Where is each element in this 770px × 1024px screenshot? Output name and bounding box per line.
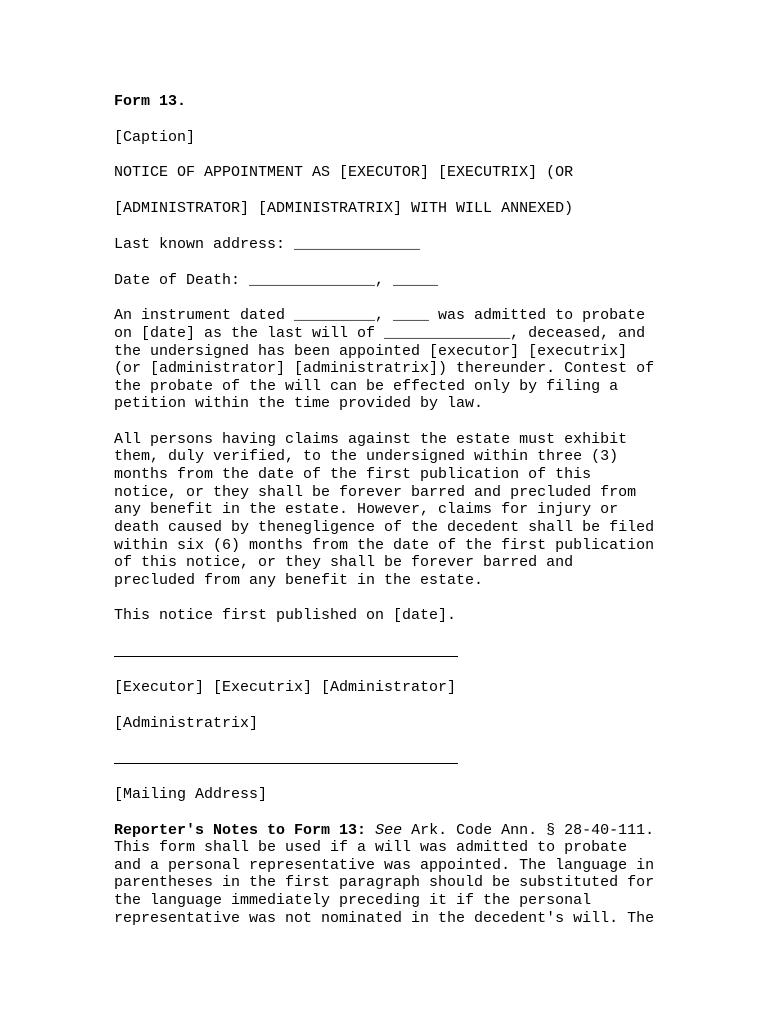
signer-title-line-1: [Executor] [Executrix] [Administrator] bbox=[114, 679, 457, 696]
text-line: An instrument dated _________, ____ was admitted to probate bbox=[114, 307, 646, 324]
text-line: precluded from any benefit in the estate. bbox=[114, 572, 484, 589]
text-line: parentheses in the first paragraph should be substituted for bbox=[114, 874, 655, 891]
notes-citation: Ark. Code Ann. § 28-40-111. bbox=[402, 822, 655, 839]
text-line: the undersigned has been appointed [executor] [executrix] bbox=[114, 343, 628, 360]
text-line: and a personal representative was appointed. The language in bbox=[114, 857, 655, 874]
address-line bbox=[114, 763, 458, 764]
notes-first-line bbox=[114, 822, 654, 840]
text-line: on [date] as the last will of ______________, deceased, and bbox=[114, 325, 646, 342]
text-line: petition within the time provided by law. bbox=[114, 395, 484, 412]
text-line: within six (6) months from the date of the first publication bbox=[114, 537, 655, 554]
mailing-address: [Mailing Address] bbox=[114, 786, 268, 803]
text-line: them, duly verified, to the undersigned within three (3) bbox=[114, 448, 619, 465]
last-known-address: Last known address: ______________ bbox=[114, 236, 421, 253]
text-line: (or [administrator] [administratrix]) thereunder. Contest of bbox=[114, 360, 655, 377]
notice-heading-line-1: NOTICE OF APPOINTMENT AS [EXECUTOR] [EXECUTRIX] (OR bbox=[114, 164, 574, 181]
notice-heading-line-2: [ADMINISTRATOR] [ADMINISTRATRIX] WITH WILL ANNEXED) bbox=[114, 200, 574, 217]
date-of-death: Date of Death: ______________, _____ bbox=[114, 272, 439, 289]
text-line: any benefit in the estate. However, claims for injury or bbox=[114, 501, 619, 518]
text-line: representative was not nominated in the decedent's will. The bbox=[114, 910, 655, 927]
signature-line bbox=[114, 656, 458, 657]
text-line: This form shall be used if a will was admitted to probate bbox=[114, 839, 628, 856]
caption: [Caption] bbox=[114, 129, 196, 146]
text-line: death caused by thenegligence of the decedent shall be filed bbox=[114, 519, 655, 536]
text-line: the probate of the will can be effected only by filing a bbox=[114, 378, 619, 395]
first-published: This notice first published on [date]. bbox=[114, 607, 457, 624]
notes-label: Reporter's Notes to Form 13: bbox=[114, 822, 367, 839]
signer-title-line-2: [Administratrix] bbox=[114, 715, 259, 732]
form-title: Form 13. bbox=[114, 93, 187, 110]
text-line: notice, or they shall be forever barred and precluded from bbox=[114, 484, 637, 501]
notes-see: See bbox=[375, 822, 403, 839]
text-line: of this notice, or they shall be forever barred and bbox=[114, 554, 574, 571]
text-line: All persons having claims against the estate must exhibit bbox=[114, 431, 628, 448]
text-line: months from the date of the first publication of this bbox=[114, 466, 592, 483]
text-line: the language immediately preceding it if the personal bbox=[114, 892, 592, 909]
